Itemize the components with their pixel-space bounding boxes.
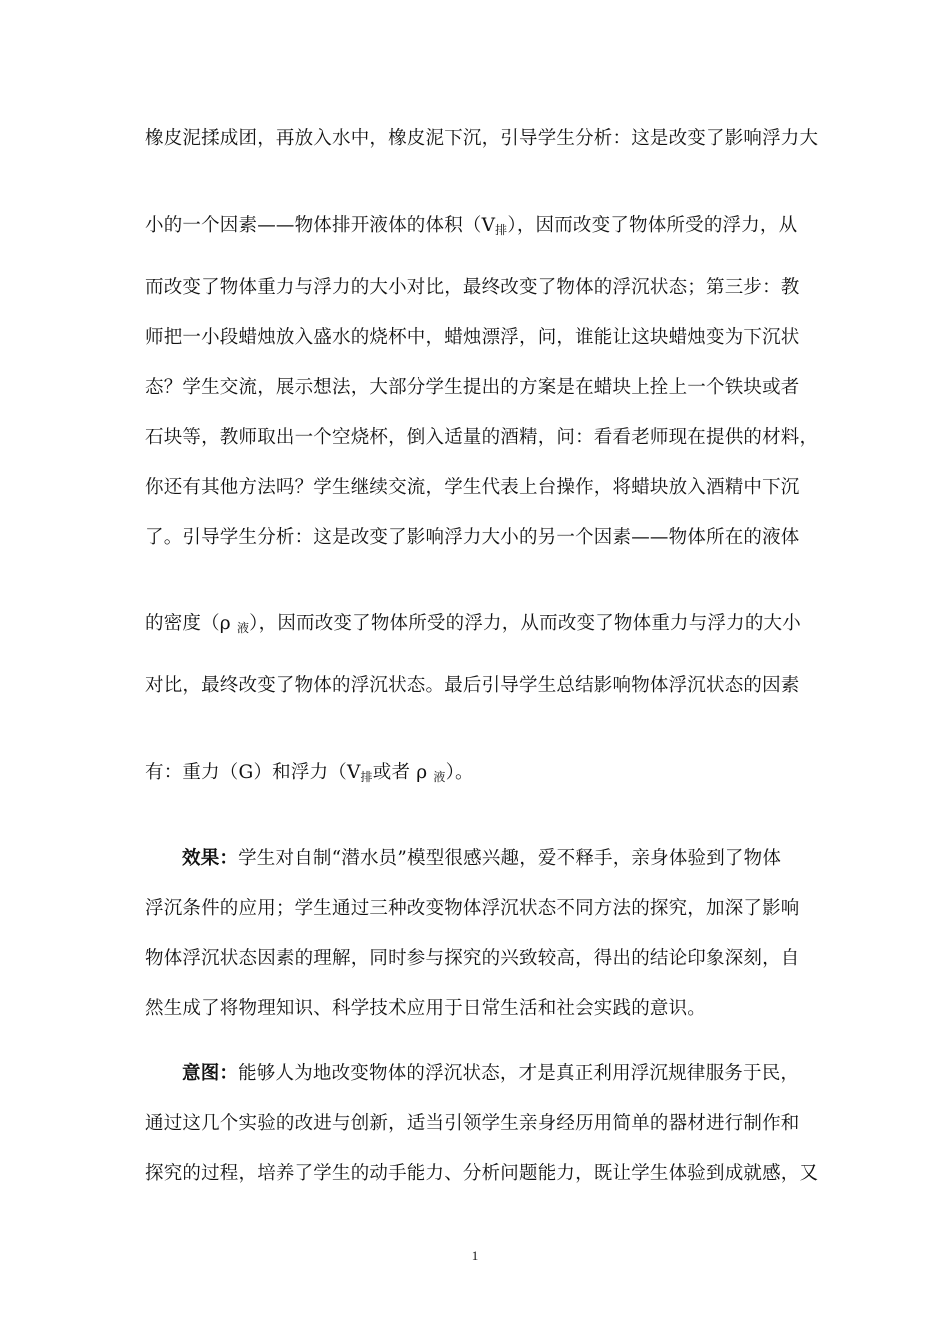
text-line: 物体浮沉状态因素的理解，同时参与探究的兴致较高，得出的结论印象深刻，自: [145, 948, 800, 969]
text-line: 橡皮泥揉成团，再放入水中，橡皮泥下沉，引导学生分析：这是改变了影响浮力大: [145, 128, 819, 149]
subscript-pai: 排: [360, 770, 373, 784]
subscript-ye: 液: [236, 621, 250, 635]
text-line: 然生成了将物理知识、科学技术应用于日常生活和社会实践的意识。: [145, 998, 707, 1019]
text-line: 了。引导学生分析：这是改变了影响浮力大小的另一个因素——物体所在的液体: [145, 527, 800, 548]
text-line: 而改变了物体重力与浮力的大小对比，最终改变了物体的浮沉状态；第三步：教: [145, 277, 800, 298]
text-line: 效果：学生对自制“潜水员”模型很感兴趣，爱不释手，亲身体验到了物体: [182, 848, 782, 869]
text-line: 浮沉条件的应用；学生通过三种改变物体浮沉状态不同方法的探究，加深了影响: [145, 898, 800, 919]
subscript-pai: 排: [495, 223, 508, 237]
text-line: 的密度（ρ 液），因而改变了物体所受的浮力，从而改变了物体重力与浮力的大小: [145, 613, 801, 635]
subscript-ye: 液: [433, 770, 446, 784]
intent-label: 意图：: [182, 1063, 239, 1084]
text-line: 你还有其他方法吗？学生继续交流，学生代表上台操作，将蜡块放入酒精中下沉: [145, 477, 800, 498]
text-line: 有：重力（G）和浮力（V排或者 ρ 液）。: [145, 762, 474, 784]
text-line: 小的一个因素——物体排开液体的体积（V排），因而改变了物体所受的浮力，从: [145, 215, 798, 237]
effect-label: 效果：: [182, 848, 239, 869]
text-line: 对比，最终改变了物体的浮沉状态。最后引导学生总结影响物体浮沉状态的因素: [145, 675, 800, 696]
text-line: 通过这几个实验的改进与创新，适当引领学生亲身经历用简单的器材进行制作和: [145, 1113, 800, 1134]
text-line: 意图：能够人为地改变物体的浮沉状态，才是真正利用浮沉规律服务于民，: [182, 1063, 800, 1084]
text-line: 石块等，教师取出一个空烧杯，倒入适量的酒精，问：看看老师现在提供的材料，: [145, 427, 819, 448]
text-line: 态？学生交流，展示想法，大部分学生提出的方案是在蜡块上拴上一个铁块或者: [145, 377, 800, 398]
text-line: 师把一小段蜡烛放入盛水的烧杯中，蜡烛漂浮，问，谁能让这块蜡烛变为下沉状: [145, 327, 800, 348]
page-number: 1: [471, 1248, 479, 1263]
text-line: 探究的过程，培养了学生的动手能力、分析问题能力，既让学生体验到成就感，又: [145, 1163, 819, 1184]
